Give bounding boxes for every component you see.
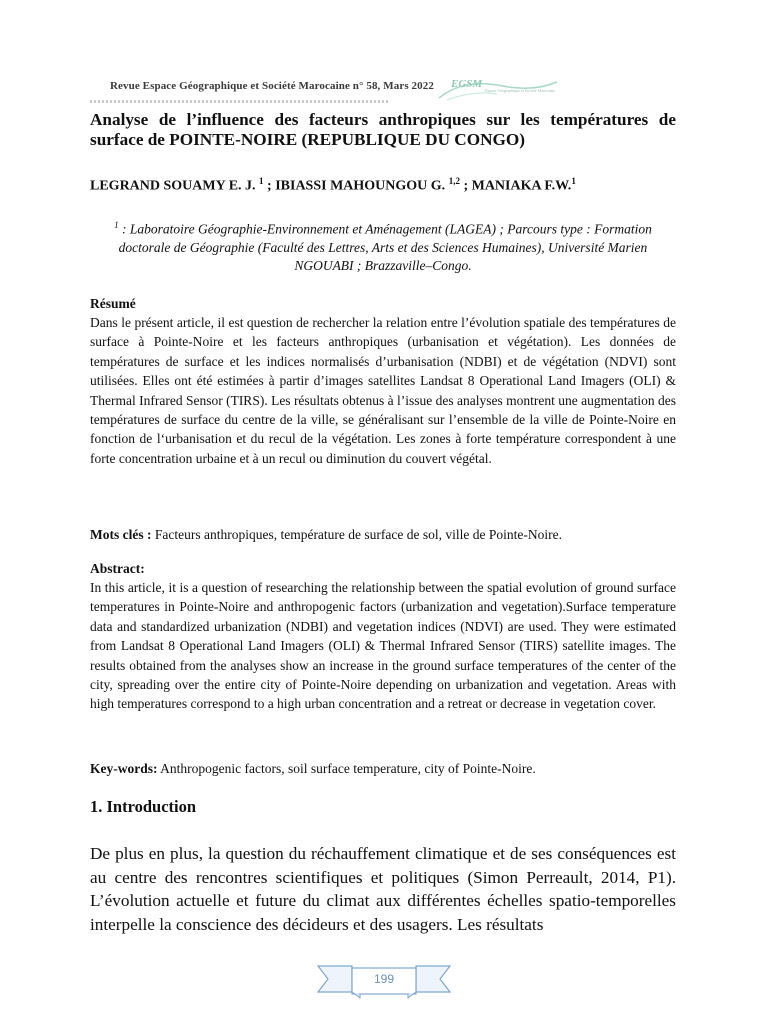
author-1-affil: 1 — [259, 176, 264, 186]
resume-heading: Résumé — [90, 296, 136, 311]
introduction-heading: 1. Introduction — [90, 797, 197, 816]
affiliation-text: : Laboratoire Géographie-Environnement et Aménagement (LAGEA) ; Parcours type : Formation doctorale de Géographie (Faculté des Lettres, Arts et des Sciences Humaines), Université Marien NGOUABI ; Brazzaville–Congo. — [118, 221, 652, 273]
article-title: Analyse de l’influence des facteurs anthropiques sur les températures de surface de POINTE-NOIRE (REPUBLIQUE DU CONGO) — [90, 110, 676, 149]
keywords-label: Key-words: — [90, 761, 158, 776]
author-2: ; IBIASSI MAHOUNGOU G. — [263, 178, 446, 194]
abstract-heading: Abstract: — [90, 561, 145, 576]
mots-cles-text: Facteurs anthropiques, température de surface de sol, ville de Pointe-Noire. — [151, 527, 562, 542]
affiliation — [90, 216, 676, 275]
keywords — [90, 761, 676, 777]
logo-subtext: Espace Géographique et Société Marocaine — [485, 88, 555, 93]
mots-cles — [90, 527, 676, 543]
affiliation-mark: 1 — [114, 220, 119, 230]
author-2-affil: 1,2 — [448, 176, 460, 186]
author-3-affil: 1 — [571, 176, 576, 186]
introduction-text: De plus en plus, la question du réchauffement climatique et de ses conséquences est au centre des rencontres scientifiques et politiques (Simon Perreault, 2014, P1). L’évolution actuelle et future du climat aux différentes échelles spatio-temporelles interpelle la conscience des décideurs et des usagers. Les résultats — [90, 844, 676, 934]
journal-title: Revue Espace Géographique et Société Marocaine n° 58, Mars 2022 — [110, 80, 434, 92]
page-number-ribbon — [316, 962, 452, 1002]
abstract-text: In this article, it is a question of researching the relationship between the spatial evolution of ground surface temperatures in Pointe-Noire and anthropogenic factors (urbanization and vegetation).Surface temperature data and standardized urbanization (NDBI) and vegetation indices (NDVI) are used. They were estimated from Landsat 8 Operational Land Imagers (OLI) & Thermal Infrared Sensor (TIRS) satellite images. The results obtained from the analyses show an increase in the ground surface temperatures of the center of the city, spreading over the entire city of Pointe-Noire depending on urbanization and vegetation. Areas with high temperatures correspond to a high urban concentration and a retreat or decrease in vegetation cover. — [90, 580, 676, 712]
keywords-text: Anthropogenic factors, soil surface temperature, city of Pointe-Noire. — [157, 761, 536, 776]
page-number: 199 — [373, 972, 395, 986]
mots-cles-label: Mots clés : — [90, 527, 152, 542]
author-3: ; MANIAKA F.W. — [459, 178, 572, 194]
header-rule — [90, 100, 390, 103]
resume-text: Dans le présent article, il est question de rechercher la relation entre l’évolution spatiale des températures de surface à Pointe-Noire et les facteurs anthropiques (urbanisation et végétation). Les données de températures de surface et les indices normalisés d’urbanisation (NDBI) et de végétation (NDVI) sont utilisées. Elles ont été estimées à partir d’images satellites Landsat 8 Operational Land Imagers (OLI) & Thermal Infrared Sensor (TIRS). Les résultats obtenus à l’issue des analyses montrent une augmentation des températures de surface du centre de la ville, se généralisant sur l’ensemble de la ville de Pointe-Noire en fonction de l‘urbanisation et du recul de la végétation. Les zones à forte température correspondent à une forte concentration urbaine et à un recul ou diminution du couvert végétal. — [90, 315, 676, 466]
journal-logo — [433, 76, 563, 104]
logo-text: EGSM — [451, 78, 483, 90]
author-1: LEGRAND SOUAMY E. J. — [90, 178, 256, 194]
authors — [90, 176, 676, 195]
